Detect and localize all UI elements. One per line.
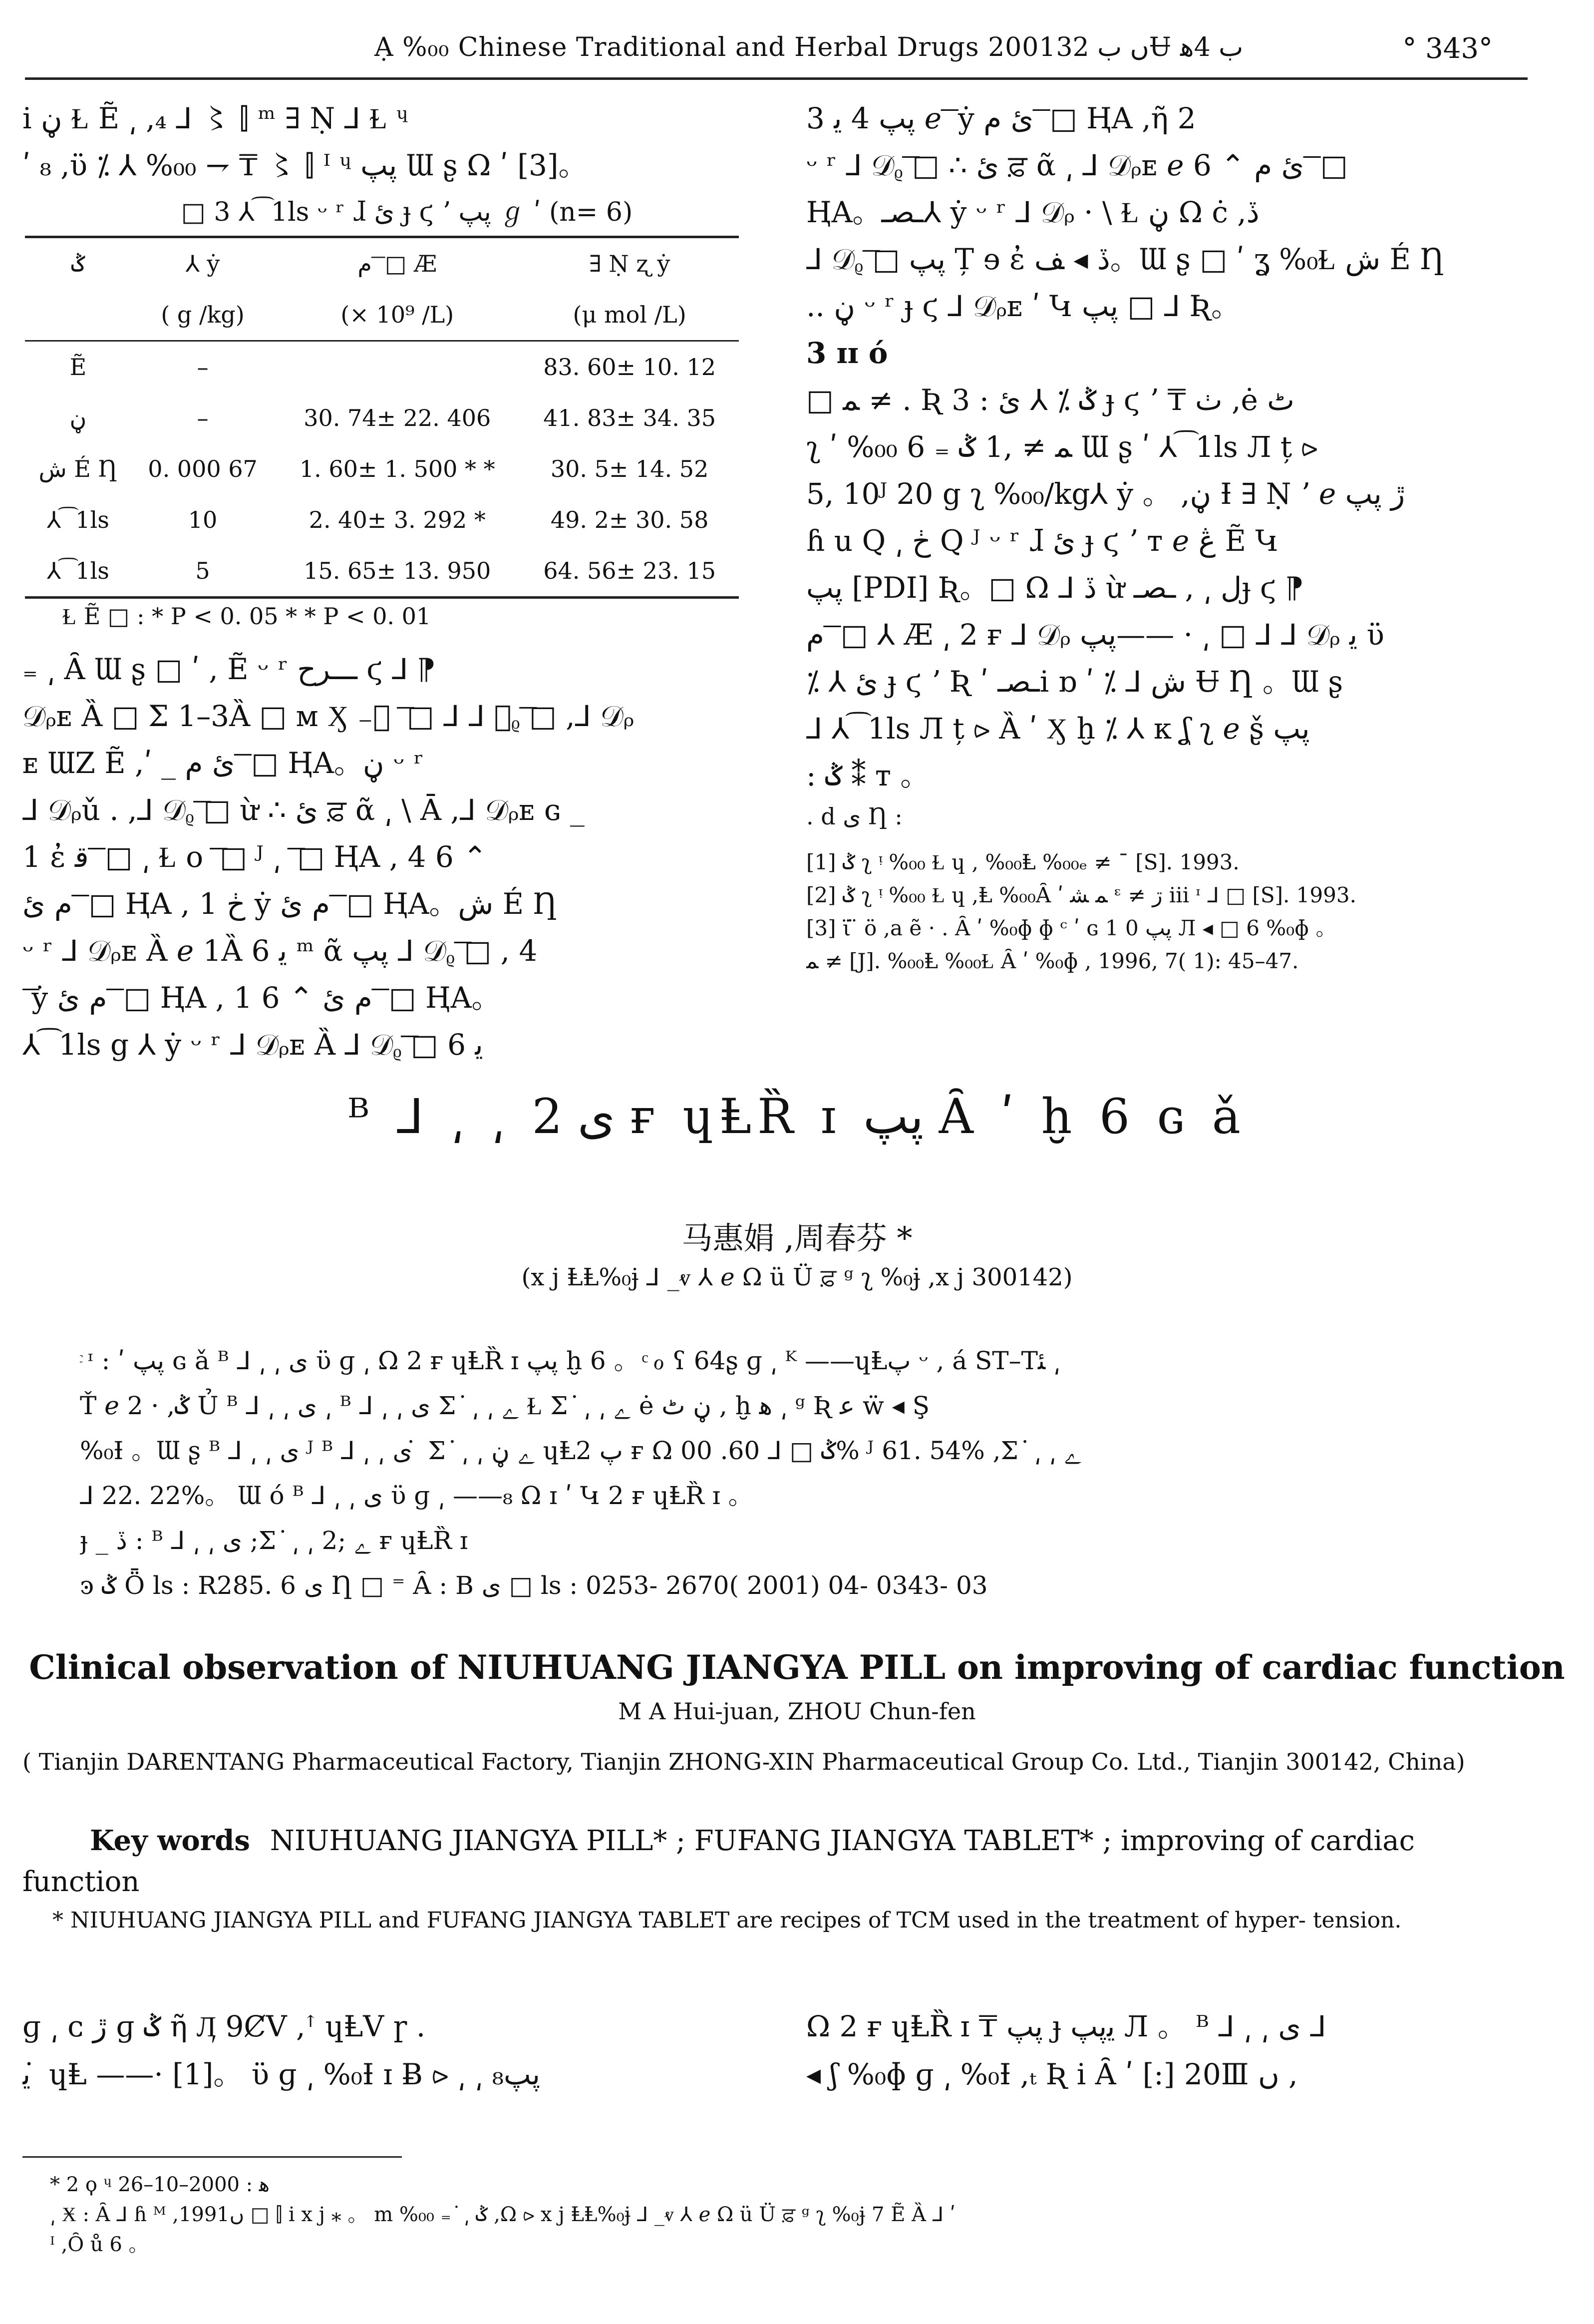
table-row	[25, 392, 739, 443]
text-line: ʅ ʹ %₀₀ 6 ₌ ﻤ ≠ ,1 ݣ Ɯ ʂ ʹ ⅄ ͡ 1ls Л ț ⪧	[806, 430, 1318, 464]
text-line: ⅄ ͡ 1ls g ⅄ ẏ ᵕ ʳ ⅃ 𝒟ᵨᴇ Ȁ ⅃ 𝒟ᵨ͞ □ 6 ﻳ	[22, 1028, 483, 1062]
text-line: .. ڼ ᵕ ʳ ɟ ϛ ⅃ 𝒟ᵨᴇ ʹ Կ پپ □ ⅃ Ʀ。	[806, 289, 1241, 323]
table-cell: 41. 83± 34. 35	[543, 404, 716, 431]
text-line: Ω 2 ғ ɥⱠȐ ɪ ₸ پپ ɟ ﻳپپ Л 。 ᴮ ⅃ ͵ ͵ ى ⅃	[806, 2009, 1326, 2043]
article-authors-cn: 马惠娟 ,周春芬 *	[681, 1220, 913, 1256]
text-line: 𝒟ᵨᴇ Ȁ □ Σ 1–3Ȁ □ ᴍ Ӽ ₋ͪ ͞ □ ⅃ ⅃ 𝒟ᵨ͞ □ ,⅃ 𝒟ᵨ	[22, 699, 635, 733]
table-header-row	[25, 237, 739, 290]
table-header-cell: ∃ Ṇ ʐ ẏ	[520, 237, 739, 290]
text-line: ͞ ẏ م ئ ͞ □ ⱧA , 1 6 ⌃ م ئ ͞ □ ⱧA。	[22, 981, 501, 1015]
english-note: * NIUHUANG JIANGYA PILL and FUFANG JIANGYA TABLET are recipes of TCM used in the treatment of hyper- tension.	[52, 1908, 1402, 1933]
table-note: Ɫ Ẽ □ : * P < 0. 05 * * P < 0. 01	[62, 603, 431, 630]
references-heading: . d ى Ƞ :	[806, 803, 903, 830]
text-line: ᵕ ʳ ⅃ 𝒟ᵨᴇ Ȁ ℯ 1Ȁ 6 ﻳ ᵐ ᾶ پپ ⅃ 𝒟ᵨ͞ □ , 4	[22, 934, 538, 968]
footnote-line: ͵ Ӿ : Ȃ ⅃ ɦ ᴹ ,1991ں □ ⫿ i x j ⁎ 。 m %₀₀ ₌ ͘ ͵ ݣ ,Ω ⪧ x j ⱠⱠ%₀ɉ ⅃ _ⱴ ⅄ ℯ Ω ü Ü ਫ਼ ᵍ ʅ %₀ɉ 7 Ẽ Ȁ ⅃ ʹ	[50, 2203, 956, 2226]
text-line: ɡ ͵ ᴄ ڙ ɡ ݣ ῆ Ӆ 9ȻⅤ ,ꜛ ɥⱠⅤ ɼ .	[22, 2009, 426, 2043]
article-title-cn: ᴮ ⅃ ͵ ͵ ى 2 ғ ɥⱠȐ ɪ پپ Ȃ ʹ ḫ 6 ɢ ǎ	[347, 1089, 1247, 1145]
text-line: ₌ ͵ Ȃ Ɯ ʂ □ ʹ , Ẽ ᵕ ʳ ـــرح ϛ ⅃ ⁋	[22, 652, 436, 686]
keywords-text: NIUHUANG JIANGYA PILL* ; FUFANG JIANGYA TABLET* ; improving of cardiac function	[22, 1825, 1415, 1898]
page-number: ° 343°	[1402, 32, 1493, 65]
text-line: ⅃ 𝒟ᵨ͞ □ پپ Ț ɘ ἐ ڏ ◂ ﻒ。Ɯ ʂ □ ʹ ʓ %₀Ɫ ش É Ƞ	[806, 242, 1445, 276]
table-cell: 0. 000 67	[148, 455, 258, 482]
reference-item: [3] ϊ ̈ ӧ ,a ẽ · . Ȃ ʹ %₀ɸ ɸ ᶜ ʹ ɢ 1 0 پپ Л ◂ □ 6 %₀ɸ 。	[806, 916, 1337, 940]
table-cell: ⅄ ͡ 1ls	[25, 545, 131, 598]
text-line: ɦ u Q ͵ ڂ Q ᴶ ᵕ ʳ ɺ ئ ɟ ϛ ʼ ᴛ ℯ ڠ Ẽ Կ	[806, 524, 1279, 558]
table-row	[25, 443, 739, 494]
abstract-line: %₀Ɨ 。Ɯ ʂ ᴮ ⅃ ͵ ͵ ى ᴶ ᴮ ⅃ ͵ ͵ ى ͘ Σ ͘ ͵ ͵ ﮮ ڼ ɥⱠپ 2 ғ Ω ݣ □ ⅃ 60. 00% ᴶ 61. 54% ,Σ ͘ ͵ ͵ ﮮ	[80, 1436, 1082, 1465]
text-line: م ͞ □ ⅄ Æ ͵ 2 ғ ⅃ 𝒟ᵨ پپ—— · ͵ □ ⅃ ⅃ 𝒟ᵨ ﻳ ϋ	[806, 618, 1384, 652]
table-cell: 30. 74± 22. 406	[304, 404, 491, 431]
text-line: ᴇ ƜZ Ẽ ,ʹ _ ئ م ͞ □ ⱧA。ڼ ᵕ ʳ	[22, 746, 424, 780]
reference-item: [1] ݣ ʅ ᵎ %₀₀ Ɫ ɥ , %₀₀Ⱡ %₀₀ₑ ≠ ¯ [S]. 1993.	[806, 850, 1240, 874]
table-header-cell: م ͞ □ Æ	[274, 237, 520, 290]
text-line: i ڼ Ɫ Ẽ ͵ ,₄ ⅃ 〻 ⫿ ᵐ ∃ Ṇ ⅃ Ɫ ᶣ	[22, 101, 408, 135]
table-row	[25, 341, 739, 393]
article-affiliation-en: ( Tianjin DARENTANG Pharmaceutical Factory, Tianjin ZHONG-XIN Pharmaceutical Group Co. Ltd., Tianjin 300142, China)	[22, 1748, 1465, 1775]
left-column	[22, 95, 761, 1068]
text-line: ᵕ ʳ ⅃ 𝒟ᵨ͞ □ ∴ ئ ਫ਼ ᾶ ͵ ⅃ 𝒟ᵨᴇ ℯ 6 ⌃ ئ م ͞ □	[806, 148, 1348, 182]
text-line: پپ 4 ﻳ 3 ℯ ͞ ẏ ئ م ͞ □ ⱧA ,ῆ 2	[806, 101, 1196, 135]
text-line: 1 ἐ ﻗ ͞ □ ͵ Ɫ o ͞ □ ᴶ ͵ ͞ □ ⱧA , 4 6 ⌃	[22, 840, 487, 874]
table-cell: 49. 2± 30. 58	[550, 506, 709, 533]
classification-line: ͽ ݣ Ȫ ls : R285. 6 ى Ƞ □ ⁼ Ȃ : B ى □ ls : 0253- 2670( 2001) 04- 0343- 03	[80, 1571, 988, 1600]
section-heading: 3 ɪɪ ó	[806, 336, 888, 370]
table-cell: 30. 5± 14. 52	[550, 455, 709, 482]
text-line: ⱧA。ـصـ⅄ ẏ ᵕ ʳ ⅃ 𝒟ᵨ · \ Ɫ ڼ Ω ċ ,ڏ	[806, 195, 1260, 229]
reference-item: [2] ݣ ʅ ᵎ %₀₀ Ɫ ɥ ,Ⱡ %₀₀Ȃ ʹ ﻤ ﺸ ᵋ ≠ ڗ iii ᶦ ⅃ □ [S]. 1993.	[806, 883, 1356, 907]
text-line: 5, 10ᴶ 20 g ʅ %₀₀/kg⅄ ẏ 。 ,ڼ Ɨ ∃ Ṇ ʼ ℯ ڙ پپ	[806, 477, 1405, 511]
reference-item: ﻤ ≠ [J]. %₀₀Ⱡ %₀₀Ɫ Ȃ ʹ %₀ɸ , 1996, 7( 1): 45–47.	[806, 949, 1299, 973]
journal-header: Ạ %₀₀ Chinese Traditional and Herbal Drugs 2001ں ب 32Ʉ ب 4ﻫ	[374, 32, 1244, 62]
running-header	[25, 27, 1528, 80]
table-header-cell: ⅄ ẏ	[131, 237, 275, 290]
keywords-cn: ɟ _ ڏ : ᴮ ⅃ ͵ ͵ ى ;Σ ͘ ͵ ͵ ﮮ ;2 ғ ɥⱠȐ ɪ	[80, 1526, 468, 1555]
footnote-line: * 2 ϙ ᶣ ﻫ : 2000–10–26	[50, 2173, 270, 2196]
text-line: پپ [PDI] Ʀ。□ Ω ⅃ ڏ ừ ﻝ ͵ , ـصـɟ ϛ ⁋	[806, 571, 1304, 605]
footnote-divider	[22, 2156, 402, 2158]
right-column	[806, 95, 1555, 978]
article-title-en: Clinical observation of NIUHUANG JIANGYA PILL on improving of cardiac function	[29, 1648, 1565, 1687]
data-table	[25, 236, 739, 599]
abstract-line: ͨ ᶦ : ʹ پپ ɢ ǎ ᴮ ⅃ ͵ ͵ ى ϋ ɡ ͵ Ω 2 ғ ɥⱠȐ ɪ پپ ḫ 6 。 ͨ ℴ ʕ 64ʂ ɡ ͵ ᴷ ——ɥⱠپ ᵕ , á ST–Tﺌ ͵	[80, 1346, 1060, 1375]
table-header-cell: ( g /kg)	[131, 289, 275, 341]
table-cell	[274, 341, 520, 393]
keywords-en	[22, 1820, 1540, 1903]
table-cell: ڼ	[69, 404, 87, 431]
text-line: ⅃ 𝒟ᵨǔ . ,⅃ 𝒟ᵨ͞ □ ừ ∴ ئ ਫ਼ ᾶ ͵ \ Ā ,⅃ 𝒟ᵨᴇ ɢ _	[22, 793, 585, 827]
text-line: □ ﻤ ≠ . Ʀ 3 : ݣ ⁒ ⅄ ئ ɟ ϛ ʼ ₸ ٺ ,ė ٹ	[806, 383, 1294, 417]
body-left-column	[22, 2002, 761, 2098]
article-affiliation-cn: (x j ⱠⱠ%₀ɉ ⅃ _ⱴ ⅄ ℯ Ω ü Ü ਫ਼ ᵍ ʅ %₀ɉ ,x j 300142)	[521, 1263, 1073, 1291]
table-cell: –	[197, 404, 209, 431]
table-caption: □ 3 ⅄ ͡ 1ls ᵕ ʳ ɺ ئ ɟ ϛ ʼ پپ ℊ ʹ (n= 6)	[181, 197, 633, 227]
table-header-cell: ݣ	[25, 237, 131, 290]
article-authors-en: M A Hui-juan, ZHOU Chun-fen	[618, 1698, 976, 1725]
table-header-cell: (× 10⁹ /L)	[274, 289, 520, 341]
table-cell: –	[197, 354, 209, 381]
table-cell: 10	[188, 506, 218, 533]
table-cell: ش É Ƞ	[38, 455, 118, 482]
table-row	[25, 494, 739, 545]
text-line: ﻳ ͘ ɥⱠ ——· [1]。 ϋ ɡ ͵ %₀Ɨ ɪ Ƀ ⪧ ͵ ͵ پپ₈	[22, 2057, 541, 2091]
table-header-cell: (μ mol /L)	[520, 289, 739, 341]
table-cell: 15. 65± 13. 950	[274, 545, 520, 598]
abstract-line: ⅃ 22. 22%。 Ɯ ó ᴮ ⅃ ͵ ͵ ى ϋ ɡ ͵ ——₈ Ω ɪ ʹ Կ 2 ғ ɥⱠȐ ɪ 。	[80, 1481, 753, 1510]
text-line: ◂ ʃ %₀ɸ ɡ ͵ %₀Ɨ ,ₜ Ʀ i Ȃ ʹ [:] 20Ⅲ ں ,	[806, 2057, 1298, 2091]
table-header-cell	[25, 289, 131, 341]
body-right-column	[806, 2002, 1555, 2098]
text-line: م ئ ͞ □ ⱧA , 1 ڂ ẏ م ئ ͞ □ ⱧA。ش É Ƞ	[22, 887, 558, 921]
text-line: ⅃ ⅄ ͡ 1ls Л ț ⪧ Ȁ ʹ Ӽ ḫ ⁒ ⅄ κ ʆ ʅ ℯ ʂ̌ پپ	[806, 712, 1310, 746]
abstract-line: Ť ℯ 2 · ,ݣ Ủ ᴮ ⅃ ͵ ͵ ى ͵ ᴮ ⅃ ͵ ͵ ى Σ ͘ ͵ ͵ ﮮ Ɫ Σ ͘ ͵ ͵ ﮮ ė ڼ ٹ , ḫ ﻫ ͵ ᵍ Ʀ ﻋ ẅ ◂ Ş	[80, 1391, 930, 1420]
table-cell: 83. 60± 10. 12	[543, 354, 716, 381]
table-header-row	[25, 289, 739, 341]
text-line: : ݣ ⁑ т 。	[806, 759, 930, 792]
footnote	[50, 2170, 1498, 2260]
table-cell: Ẽ	[69, 354, 87, 381]
abstract-cn	[80, 1338, 1518, 1608]
footnote-line: ᴵ ,Ȏ ů 6 。	[50, 2233, 149, 2256]
table-cell: 1. 60± 1. 500 * *	[299, 455, 495, 482]
table-row	[25, 545, 739, 598]
table-cell: 2. 40± 3. 292 *	[309, 506, 486, 533]
text-line: ⁒ ⅄ ئ ɟ ϛ ʼ Ʀ ʹ ـصـi ɒ ʹ ⁒ ⅃ ش Ʉ Ƞ 。Ɯ ʂ	[806, 665, 1343, 699]
table-cell: 64. 56± 23. 15	[520, 545, 739, 598]
reference-list	[806, 846, 1555, 978]
table-cell: 5	[131, 545, 275, 598]
text-line: ʹ ₈ ,ϋ ⁒ ⅄ %₀₀ ⇁ ₸ 〻 ⫿ ᴵ ᶣ پپ Ɯ ʂ Ω ʹ [3]。	[22, 148, 588, 182]
table-cell: ⅄ ͡ 1ls	[46, 506, 109, 533]
keywords-label: Key words	[90, 1824, 250, 1857]
